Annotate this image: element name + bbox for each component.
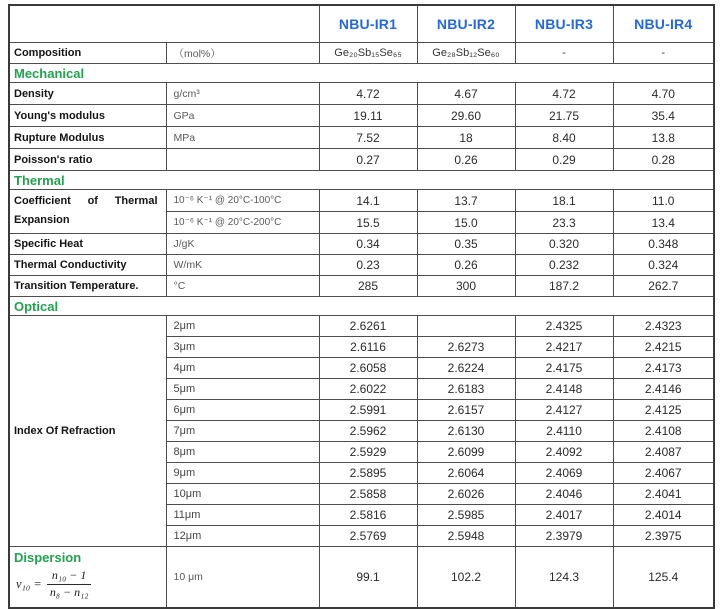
wavelength-label: 12μm (166, 526, 319, 547)
value-cell: 2.5929 (319, 442, 417, 463)
composition-row (9, 43, 714, 64)
value-cell: 2.6130 (417, 421, 515, 442)
column-header-nbu-ir4: NBU-IR4 (613, 5, 714, 43)
property-label: Composition (9, 43, 166, 64)
value-cell: 2.6022 (319, 379, 417, 400)
value-cell: 0.27 (319, 149, 417, 171)
value-cell: 2.4217 (515, 337, 613, 358)
section-title-thermal: Thermal (9, 171, 714, 190)
value-cell: 2.4110 (515, 421, 613, 442)
formula-denominator: n₈ − n₁₂ (49, 584, 89, 599)
value-cell: 0.26 (417, 149, 515, 171)
density-row (9, 83, 714, 105)
value-cell: 124.3 (515, 547, 613, 609)
value-cell: 285 (319, 276, 417, 297)
value-cell: 0.23 (319, 255, 417, 276)
wavelength-label: 8μm (166, 442, 319, 463)
unit-cell: 10⁻⁶ K⁻¹ @ 20°C-100°C (166, 190, 319, 212)
value-cell: 19.11 (319, 105, 417, 127)
value-cell: 0.324 (613, 255, 714, 276)
value-cell: 4.67 (417, 83, 515, 105)
property-label: Poisson's ratio (9, 149, 166, 171)
optical-section-row (9, 297, 714, 316)
rupture-modulus-row (9, 127, 714, 149)
value-cell: 2.4215 (613, 337, 714, 358)
unit-cell: 10⁻⁶ K⁻¹ @ 20°C-200°C (166, 212, 319, 234)
index-of-refraction-label: Index Of Refraction (9, 316, 166, 547)
poissons-ratio-row (9, 149, 714, 171)
dispersion-label-cell (9, 547, 166, 609)
wavelength-label: 2μm (166, 316, 319, 337)
formula-numerator: n₁₀ − 1 (47, 569, 92, 585)
specific-heat-row (9, 234, 714, 255)
value-cell: 2.4014 (613, 505, 714, 526)
value-cell: 7.52 (319, 127, 417, 149)
value-cell: 2.6026 (417, 484, 515, 505)
wavelength-label: 11μm (166, 505, 319, 526)
value-cell: 4.72 (515, 83, 613, 105)
value-cell: 2.6058 (319, 358, 417, 379)
value-cell: 2.5985 (417, 505, 515, 526)
value-cell: 2.4127 (515, 400, 613, 421)
value-cell: 15.0 (417, 212, 515, 234)
value-cell: Ge₂₀Sb₁₅Se₆₅ (319, 43, 417, 64)
column-header-nbu-ir2: NBU-IR2 (417, 5, 515, 43)
value-cell: 0.232 (515, 255, 613, 276)
property-label: Transition Temperature. (9, 276, 166, 297)
formula-fraction (47, 569, 92, 600)
wavelength-label: 3μm (166, 337, 319, 358)
value-cell: 2.6224 (417, 358, 515, 379)
wavelength-label: 9μm (166, 463, 319, 484)
value-cell: 2.4069 (515, 463, 613, 484)
unit-cell: MPa (166, 127, 319, 149)
unit-cell: W/mK (166, 255, 319, 276)
dispersion-row (9, 547, 714, 609)
property-label: Density (9, 83, 166, 105)
unit-cell: J/gK (166, 234, 319, 255)
value-cell: 2.5895 (319, 463, 417, 484)
value-cell: 0.35 (417, 234, 515, 255)
value-cell: 2.4146 (613, 379, 714, 400)
value-cell: 2.4148 (515, 379, 613, 400)
value-cell: 23.3 (515, 212, 613, 234)
value-cell: 2.4325 (515, 316, 613, 337)
youngs-modulus-row (9, 105, 714, 127)
unit-cell (166, 149, 319, 171)
value-cell: 13.8 (613, 127, 714, 149)
cte-row-1 (9, 190, 714, 212)
transition-temperature-row (9, 276, 714, 297)
value-cell: 2.6261 (319, 316, 417, 337)
value-cell: 0.348 (613, 234, 714, 255)
unit-cell: （mol%） (166, 43, 319, 64)
value-cell: Ge₂₈Sb₁₂Se₆₀ (417, 43, 515, 64)
value-cell: 99.1 (319, 547, 417, 609)
value-cell: 2.6157 (417, 400, 515, 421)
wavelength-label: 7μm (166, 421, 319, 442)
value-cell: 2.6116 (319, 337, 417, 358)
value-cell: 262.7 (613, 276, 714, 297)
wavelength-label: 5μm (166, 379, 319, 400)
corner-cell (9, 5, 319, 43)
section-title-optical: Optical (9, 297, 714, 316)
value-cell: 2.5816 (319, 505, 417, 526)
value-cell: 11.0 (613, 190, 714, 212)
value-cell: 35.4 (613, 105, 714, 127)
value-cell: 15.5 (319, 212, 417, 234)
property-label: Thermal Conductivity (9, 255, 166, 276)
value-cell: - (515, 43, 613, 64)
unit-cell: g/cm³ (166, 83, 319, 105)
value-cell: 0.34 (319, 234, 417, 255)
value-cell: 18 (417, 127, 515, 149)
value-cell: 13.7 (417, 190, 515, 212)
wavelength-label: 10μm (166, 484, 319, 505)
value-cell: 2.5991 (319, 400, 417, 421)
dispersion-formula (10, 565, 166, 600)
unit-cell: 10 μm (166, 547, 319, 609)
mechanical-section-row (9, 64, 714, 83)
value-cell: 21.75 (515, 105, 613, 127)
wavelength-label: 4μm (166, 358, 319, 379)
value-cell: - (613, 43, 714, 64)
value-cell: 2.5769 (319, 526, 417, 547)
value-cell: 14.1 (319, 190, 417, 212)
header-row (9, 5, 714, 43)
value-cell: 29.60 (417, 105, 515, 127)
section-title-dispersion: Dispersion (14, 550, 82, 565)
value-cell: 18.1 (515, 190, 613, 212)
value-cell: 2.4173 (613, 358, 714, 379)
unit-cell: °C (166, 276, 319, 297)
value-cell: 187.2 (515, 276, 613, 297)
value-cell: 2.3975 (613, 526, 714, 547)
property-label: Specific Heat (9, 234, 166, 255)
value-cell: 4.70 (613, 83, 714, 105)
value-cell: 2.5948 (417, 526, 515, 547)
value-cell: 2.4125 (613, 400, 714, 421)
value-cell: 2.4175 (515, 358, 613, 379)
value-cell: 0.26 (417, 255, 515, 276)
thermal-conductivity-row (9, 255, 714, 276)
refraction-row-2um (9, 316, 714, 337)
value-cell: 125.4 (613, 547, 714, 609)
value-cell: 2.4046 (515, 484, 613, 505)
value-cell: 0.28 (613, 149, 714, 171)
unit-cell: GPa (166, 105, 319, 127)
value-cell: 8.40 (515, 127, 613, 149)
value-cell: 2.6064 (417, 463, 515, 484)
value-cell: 4.72 (319, 83, 417, 105)
value-cell: 2.4087 (613, 442, 714, 463)
material-properties-table (8, 4, 715, 609)
thermal-section-row (9, 171, 714, 190)
property-label: Rupture Modulus (9, 127, 166, 149)
property-label: Coefficient of Thermal Expansion (9, 190, 166, 234)
value-cell: 2.6099 (417, 442, 515, 463)
section-title-mechanical: Mechanical (9, 64, 714, 83)
value-cell: 13.4 (613, 212, 714, 234)
value-cell: 2.5962 (319, 421, 417, 442)
value-cell: 2.3979 (515, 526, 613, 547)
value-cell: 2.4323 (613, 316, 714, 337)
formula-lhs: ν₁₀ = (16, 576, 42, 591)
value-cell: 2.4067 (613, 463, 714, 484)
value-cell (417, 316, 515, 337)
value-cell: 2.6183 (417, 379, 515, 400)
value-cell: 102.2 (417, 547, 515, 609)
value-cell: 0.29 (515, 149, 613, 171)
column-header-nbu-ir3: NBU-IR3 (515, 5, 613, 43)
value-cell: 2.4108 (613, 421, 714, 442)
value-cell: 300 (417, 276, 515, 297)
value-cell: 2.4092 (515, 442, 613, 463)
column-header-nbu-ir1: NBU-IR1 (319, 5, 417, 43)
property-label: Young's modulus (9, 105, 166, 127)
value-cell: 2.4041 (613, 484, 714, 505)
wavelength-label: 6μm (166, 400, 319, 421)
value-cell: 0.320 (515, 234, 613, 255)
value-cell: 2.6273 (417, 337, 515, 358)
value-cell: 2.5858 (319, 484, 417, 505)
value-cell: 2.4017 (515, 505, 613, 526)
